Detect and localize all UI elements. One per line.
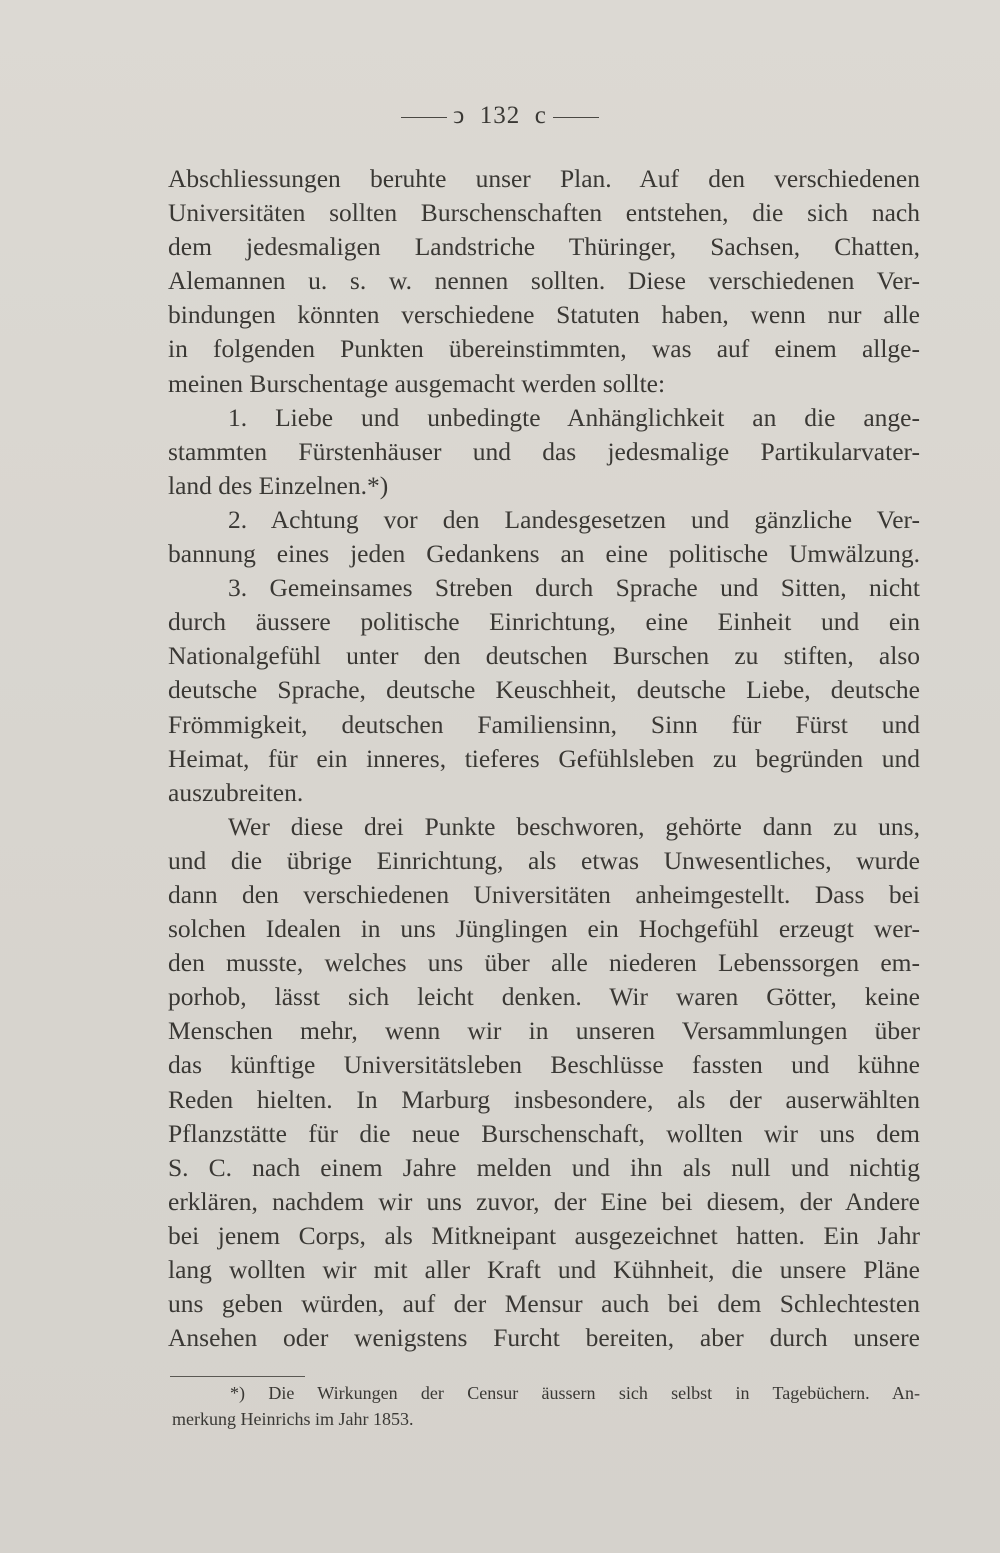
text-line: in folgenden Punkten übereinstimmten, was auf einem allge- [168, 334, 920, 364]
footnote [172, 1380, 920, 1432]
text-line: auszubreiten. [168, 777, 304, 807]
text-line: Universitäten sollten Burschenschaften entstehen, die sich nach [168, 198, 920, 228]
text-line: und die übrige Einrichtung, als etwas Unwesentliches, wurde [168, 845, 920, 875]
text-line: dann den verschiedenen Universitäten anheimgestellt. Dass bei [168, 879, 920, 909]
text-line: lang wollten wir mit aller Kraft und Kühnheit, die unsere Pläne [168, 1255, 920, 1284]
text-line: durch äussere politische Einrichtung, eine Einheit und ein [168, 607, 920, 637]
text-line: dem jedesmaligen Landstriche Thüringer, Sachsen, Chatten, [168, 232, 920, 262]
header-right-rule [553, 117, 599, 118]
text-line: Reden hielten. In Marburg insbesondere, als der auserwählten [168, 1084, 920, 1114]
text-line: uns geben würden, auf der Mensur auch bei dem Schlechtesten [168, 1289, 920, 1319]
text-line: bei jenem Corps, als Mitkneipant ausgezeichnet hatten. Ein Jahr [168, 1220, 920, 1250]
footnote-line: *) Die Wirkungen der Censur äussern sich selbst in Tagebüchern. An- [230, 1383, 920, 1403]
text-line: Alemannen u. s. w. nennen sollten. Diese verschiedenen Ver- [168, 266, 920, 296]
page-number: 132 [479, 102, 521, 129]
text-line: meinen Burschentage ausgemacht werden sollte: [168, 368, 666, 398]
header-right-ornament: c [534, 102, 547, 129]
text-line: 2. Achtung vor den Landesgesetzen und gänzliche Ver- [228, 504, 920, 534]
text-line: deutsche Sprache, deutsche Keuschheit, deutsche Liebe, deutsche [168, 675, 920, 705]
text-line: Nationalgefühl unter den deutschen Burschen zu stiften, also [168, 641, 920, 671]
text-line: 1. Liebe und unbedingte Anhänglichkeit an die ange- [228, 402, 920, 432]
main-text [168, 162, 920, 1355]
text-line: bindungen könnten verschiedene Statuten haben, wenn nur alle [168, 300, 920, 330]
footnote-line: merkung Heinrichs im Jahr 1853. [172, 1409, 414, 1429]
footnote-divider [170, 1376, 305, 1377]
text-line: solchen Idealen in uns Jünglingen ein Hochgefühl erzeugt wer- [168, 914, 920, 944]
text-line: porhob, lässt sich leicht denken. Wir waren Götter, keine [168, 982, 920, 1012]
text-line: 3. Gemeinsames Streben durch Sprache und Sitten, nicht [228, 573, 920, 603]
text-line: Menschen mehr, wenn wir in unseren Versammlungen über [168, 1016, 920, 1046]
text-line: bannung eines jeden Gedankens an eine politische Umwälzung. [168, 539, 920, 569]
text-line: den musste, welches uns über alle niederen Lebenssorgen em- [168, 948, 920, 978]
text-line: Wer diese drei Punkte beschworen, gehörte dann zu uns, [228, 811, 920, 841]
page-header [0, 102, 1000, 130]
text-line: Pflanzstätte für die neue Burschenschaft, wollten wir uns dem [168, 1118, 920, 1148]
header-left-ornament: ↄ [453, 102, 466, 129]
text-line: land des Einzelnen.*) [168, 470, 389, 500]
text-line: Abschliessungen beruhte unser Plan. Auf den verschiedenen [168, 164, 920, 193]
text-line: stammten Fürstenhäuser und das jedesmalige Partikularvater- [168, 436, 920, 466]
text-line: Heimat, für ein inneres, tieferes Gefühlsleben zu begründen und [168, 743, 920, 773]
header-left-rule [401, 117, 447, 118]
text-line: erklären, nachdem wir uns zuvor, der Eine bei diesem, der Andere [168, 1186, 920, 1216]
text-line: das künftige Universitätsleben Beschlüsse fassten und kühne [168, 1050, 920, 1080]
text-line: Frömmigkeit, deutschen Familiensinn, Sinn für Fürst und [168, 709, 920, 739]
text-line: Ansehen oder wenigstens Furcht bereiten, aber durch unsere [168, 1323, 920, 1353]
text-line: S. C. nach einem Jahre melden und ihn als null und nichtig [168, 1152, 920, 1182]
